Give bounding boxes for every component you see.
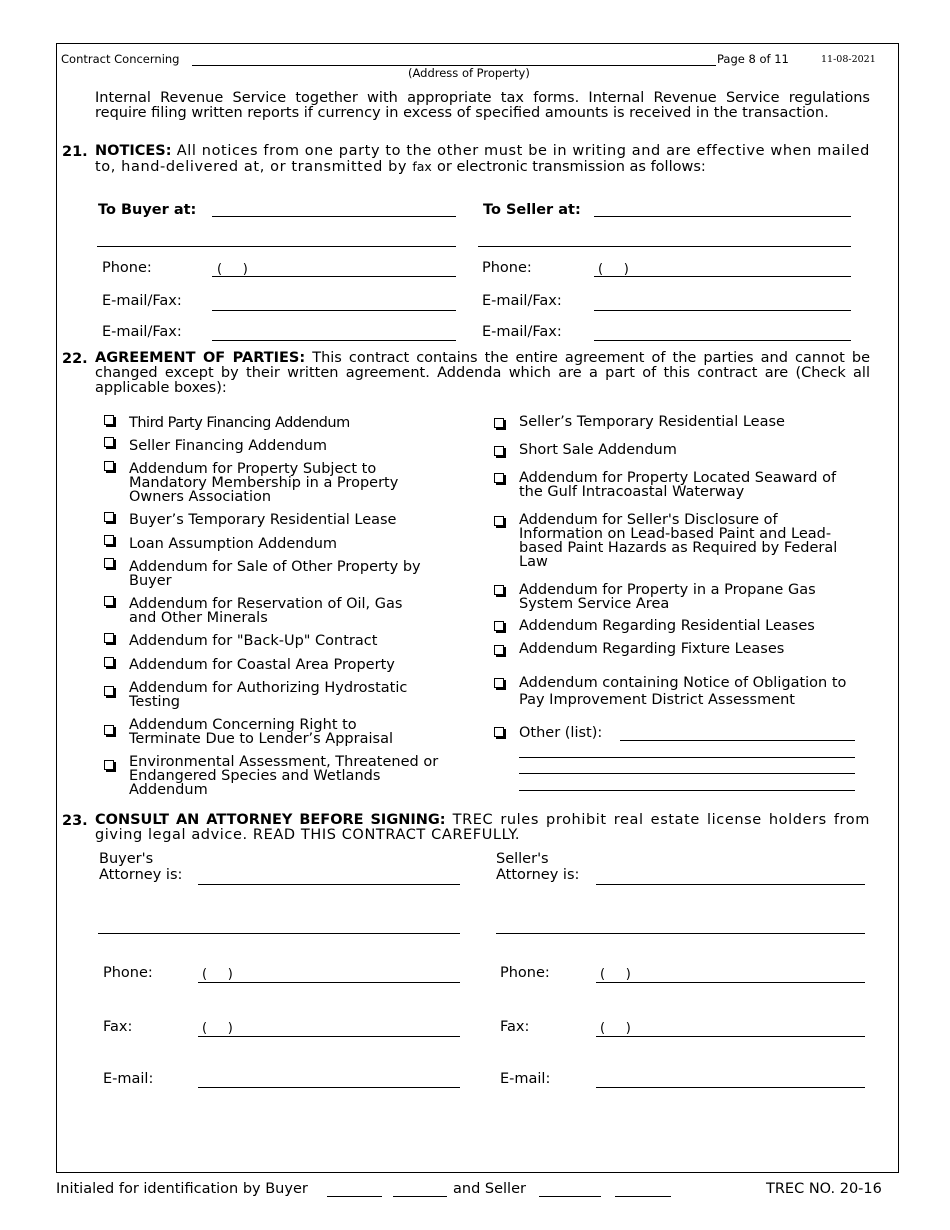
section-22-title: AGREEMENT OF PARTIES: — [95, 350, 306, 366]
seller-attorney-email-label: E-mail: — [500, 1071, 551, 1087]
section-21-number: 21. — [62, 144, 88, 160]
seller-attorney-label: Attorney is: — [496, 867, 580, 883]
buyer-attorney-phone-paren: ( ) — [202, 967, 233, 982]
seller-attorney-fax-field[interactable] — [596, 1036, 865, 1037]
checkbox-seller-financing[interactable] — [104, 437, 114, 447]
checkbox-back-up-contract[interactable] — [104, 633, 114, 643]
checkbox-gulf-intracoastal[interactable] — [494, 473, 504, 483]
buyer-initial-2[interactable] — [393, 1196, 447, 1197]
checkbox-improvement-district[interactable] — [494, 678, 504, 688]
buyer-email-fax-label-1: E-mail/Fax: — [102, 293, 182, 309]
seller-email-fax-label-2: E-mail/Fax: — [482, 324, 562, 340]
addendum-label: Addendum for Authorizing Hydrostatic Testing — [129, 680, 408, 710]
addendum-label: Third Party Financing Addendum — [129, 415, 350, 431]
addendum-label: Addendum Regarding Fixture Leases — [519, 641, 785, 657]
buyer-email-fax-field-2[interactable] — [212, 340, 456, 341]
section-23-text: TREC rules prohibit real estate license holders from giving legal advice. READ THIS CONTRACT CAREFULLY. — [95, 812, 870, 843]
buyer-attorney-email-label: E-mail: — [103, 1071, 154, 1087]
address-caption: (Address of Property) — [408, 66, 530, 80]
section-22-number: 22. — [62, 351, 88, 367]
addendum-label: Addendum for Coastal Area Property — [129, 657, 395, 673]
checkbox-buyers-temporary-lease[interactable] — [104, 512, 114, 522]
page-number: Page 8 of 11 — [717, 52, 789, 66]
initialed-buyer-label: Initialed for identification by Buyer — [56, 1181, 308, 1197]
checkbox-environmental-assessment[interactable] — [104, 760, 114, 770]
buyer-attorney-fax-label: Fax: — [103, 1019, 133, 1035]
checkbox-coastal-area-property[interactable] — [104, 657, 114, 667]
seller-phone-field[interactable] — [594, 276, 851, 277]
buyer-attorney-label: Attorney is: — [99, 867, 183, 883]
buyer-attorney-fax-field[interactable] — [198, 1036, 460, 1037]
seller-address-line-1[interactable] — [594, 216, 851, 217]
buyers-label: Buyer's — [99, 851, 154, 867]
seller-attorney-line-2[interactable] — [496, 933, 865, 934]
seller-attorney-field[interactable] — [596, 884, 865, 885]
section-23-paragraph — [95, 813, 870, 843]
section-21-text: All notices from one party to the other must be in writing and are effective when mailed to, hand-delivered at, or transmitted by — [95, 143, 870, 175]
sellers-label: Seller's — [496, 851, 549, 867]
addendum-label: Addendum Concerning Right to Terminate Due to Lender’s Appraisal — [129, 717, 393, 747]
form-number: TREC NO. 20-16 — [766, 1181, 882, 1197]
seller-email-fax-label-1: E-mail/Fax: — [482, 293, 562, 309]
buyer-email-fax-field-1[interactable] — [212, 310, 456, 311]
addendum-label: Addendum for Property Located Seaward of the Gulf Intracoastal Waterway — [519, 470, 837, 500]
checkbox-lenders-appraisal[interactable] — [104, 725, 114, 735]
addendum-label: Environmental Assessment, Threatened or Endangered Species and Wetlands Addendum — [129, 754, 439, 798]
checkbox-short-sale[interactable] — [494, 446, 504, 456]
buyer-address-line-2[interactable] — [97, 246, 456, 247]
checkbox-property-owners-association[interactable] — [104, 461, 114, 471]
seller-address-line-2[interactable] — [478, 246, 851, 247]
other-list-line-2[interactable] — [519, 757, 855, 758]
intro-paragraph: Internal Revenue Service together with appropriate tax forms. Internal Revenue Service regulations require filing written reports if currency in excess of specified amounts is received in the transaction. — [95, 90, 870, 121]
seller-phone-paren: ( ) — [598, 262, 629, 277]
checkbox-hydrostatic-testing[interactable] — [104, 686, 114, 696]
addendum-label: Addendum for "Back-Up" Contract — [129, 633, 378, 649]
checkbox-sellers-temporary-lease[interactable] — [494, 418, 504, 428]
checkbox-sale-of-other-property[interactable] — [104, 558, 114, 568]
checkbox-third-party-financing[interactable] — [104, 415, 114, 425]
seller-attorney-phone-field[interactable] — [596, 982, 865, 983]
seller-attorney-fax-label: Fax: — [500, 1019, 530, 1035]
buyer-phone-label: Phone: — [102, 260, 152, 276]
contract-concerning-label: Contract Concerning — [61, 52, 180, 66]
addendum-label: Seller Financing Addendum — [129, 438, 327, 454]
seller-attorney-phone-paren: ( ) — [600, 967, 631, 982]
to-seller-label: To Seller at: — [483, 202, 581, 218]
addendum-label: Addendum for Property Subject to Mandatory Membership in a Property Owners Association — [129, 461, 399, 505]
addendum-label: Loan Assumption Addendum — [129, 536, 338, 552]
addendum-label: Addendum for Sale of Other Property by Buyer — [129, 559, 421, 589]
checkbox-propane-gas[interactable] — [494, 585, 504, 595]
seller-attorney-phone-label: Phone: — [500, 965, 550, 981]
seller-initial-1[interactable] — [539, 1196, 601, 1197]
seller-email-fax-field-1[interactable] — [594, 310, 851, 311]
buyer-attorney-phone-label: Phone: — [103, 965, 153, 981]
buyer-initial-1[interactable] — [327, 1196, 382, 1197]
seller-email-fax-field-2[interactable] — [594, 340, 851, 341]
addendum-label: Other (list): — [519, 725, 603, 741]
buyer-attorney-fax-paren: ( ) — [202, 1021, 233, 1036]
section-21-title: NOTICES: — [95, 143, 172, 159]
buyer-email-fax-label-2: E-mail/Fax: — [102, 324, 182, 340]
checkbox-reservation-oil-gas[interactable] — [104, 596, 114, 606]
seller-phone-label: Phone: — [482, 260, 532, 276]
seller-attorney-fax-paren: ( ) — [600, 1021, 631, 1036]
fax-word: fax — [412, 159, 432, 174]
addendum-label: Addendum Regarding Residential Leases — [519, 618, 815, 634]
checkbox-residential-leases[interactable] — [494, 621, 504, 631]
buyer-address-line-1[interactable] — [212, 216, 456, 217]
checkbox-other[interactable] — [494, 727, 504, 737]
seller-attorney-email-field[interactable] — [596, 1087, 865, 1088]
buyer-phone-field[interactable] — [212, 276, 456, 277]
addendum-label: Addendum containing Notice of Obligation to Pay Improvement District Assessment — [519, 675, 847, 708]
addendum-label: Short Sale Addendum — [519, 442, 677, 458]
other-list-line-4[interactable] — [519, 790, 855, 791]
section-23-number: 23. — [62, 813, 88, 829]
addendum-label: Addendum for Property in a Propane Gas System Service Area — [519, 582, 816, 612]
section-21-text-end: or electronic transmission as follows: — [437, 159, 706, 175]
section-23-title: CONSULT AN ATTORNEY BEFORE SIGNING: — [95, 812, 446, 828]
section-22-paragraph — [95, 351, 870, 396]
and-seller-label: and Seller — [453, 1181, 526, 1197]
section-22-text: This contract contains the entire agreement of the parties and cannot be changed except by their written agreement. Addenda which are a part of this contract are (Check all applicable boxes): — [95, 350, 870, 396]
buyer-attorney-line-2[interactable] — [98, 933, 460, 934]
buyer-attorney-phone-field[interactable] — [198, 982, 460, 983]
addendum-label: Buyer’s Temporary Residential Lease — [129, 512, 397, 528]
section-21-paragraph — [95, 144, 870, 175]
other-list-line-1[interactable] — [620, 740, 855, 741]
checkbox-lead-based-paint[interactable] — [494, 516, 504, 526]
buyer-phone-paren: ( ) — [217, 262, 248, 277]
addendum-label: Addendum for Seller's Disclosure of Information on Lead-based Paint and Lead-based Paint Hazards as Required by Federal Law — [519, 512, 838, 570]
checkbox-loan-assumption[interactable] — [104, 535, 114, 545]
checkbox-fixture-leases[interactable] — [494, 645, 504, 655]
buyer-attorney-field[interactable] — [198, 884, 460, 885]
other-list-line-3[interactable] — [519, 773, 855, 774]
addendum-label: Addendum for Reservation of Oil, Gas and Other Minerals — [129, 596, 403, 626]
form-date: 11-08-2021 — [821, 54, 876, 65]
to-buyer-label: To Buyer at: — [98, 202, 197, 218]
seller-initial-2[interactable] — [615, 1196, 671, 1197]
addendum-label: Seller’s Temporary Residential Lease — [519, 414, 785, 430]
buyer-attorney-email-field[interactable] — [198, 1087, 460, 1088]
